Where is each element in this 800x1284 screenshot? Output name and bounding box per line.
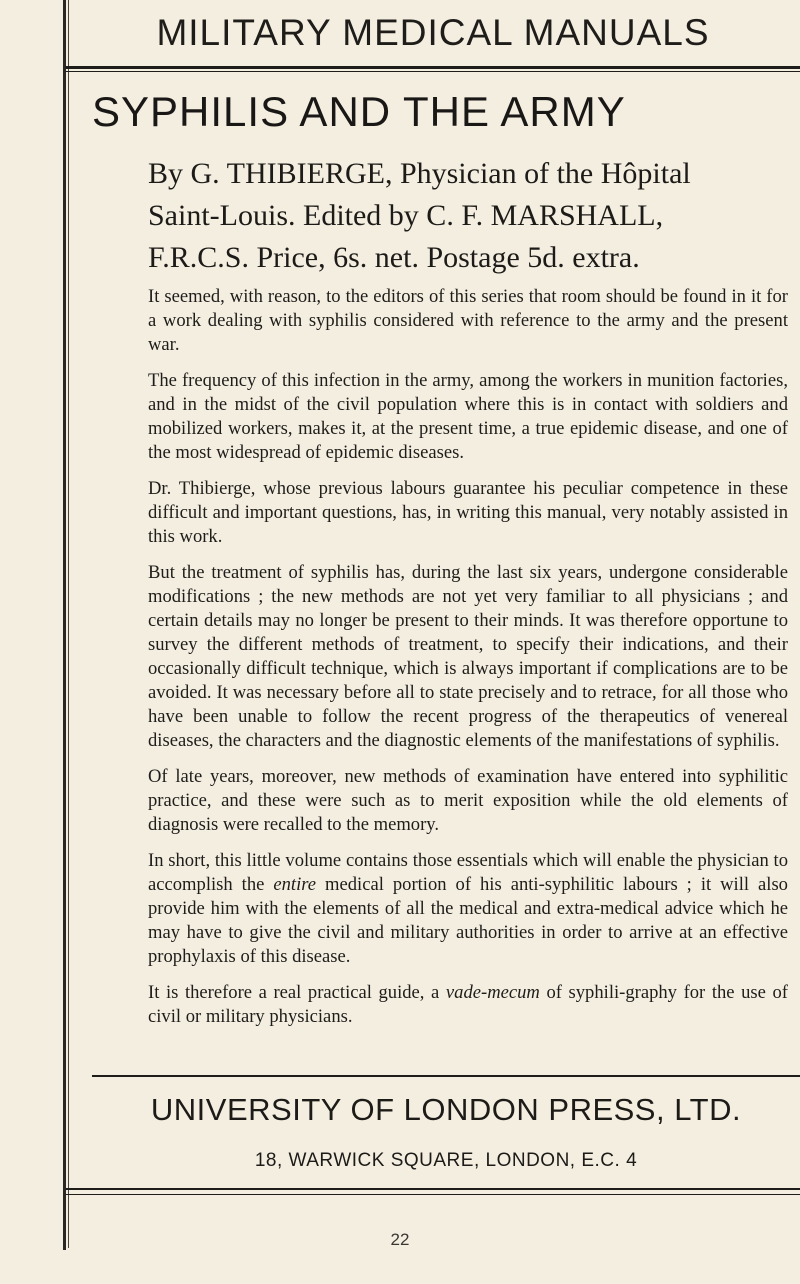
header-rule <box>66 66 800 69</box>
left-border-rule <box>63 0 66 1250</box>
left-border-rule-inner <box>68 0 69 1248</box>
paragraph-7-text-a: It is therefore a real practical guide, a <box>148 982 446 1003</box>
footer-rule-bottom <box>66 1188 800 1190</box>
paragraph-5: Of late years, moreover, new methods of examination have entered into syphilitic practice, and these were such as to merit exposition while the old elements of diagnosis were recalled to the memory. <box>148 766 788 835</box>
paragraph-6-text-b: medical portion of his anti-syphilitic labours ; it will also provide him with the elements of all the medical and extra-medical advice which he may have to give the civil and military authorities in order to arrive at an effective prophylaxis of this disease. <box>148 874 788 967</box>
paragraph-7 <box>148 981 788 1029</box>
description-body <box>148 285 788 1041</box>
paragraph-6-text-a: In short, this little volume contains those essentials which will enable the physician to accomplish the <box>148 850 788 895</box>
page-number: 22 <box>390 1230 410 1249</box>
footer-rule-bottom-thin <box>66 1194 800 1195</box>
publisher-name: UNIVERSITY OF LONDON PRESS, LTD. <box>150 1092 742 1127</box>
paragraph-2: The frequency of this infection in the army, among the workers in munition factories, and in the midst of the civil population where this is in contact with soldiers and mobilized workers, makes it, at the present time, a true epidemic disease, and one of the most widespread of epidemic diseases. <box>148 370 788 463</box>
series-title: MILITARY MEDICAL MANUALS <box>156 12 710 53</box>
header-rule-thin <box>66 71 800 72</box>
book-title: SYPHILIS AND THE ARMY <box>92 88 626 135</box>
paragraph-6-emphasis: entire <box>273 874 317 895</box>
publisher-address: 18, WARWICK SQUARE, LONDON, E.C. 4 <box>254 1150 638 1171</box>
byline-line-3: F.R.C.S. Price, 6s. net. Postage 5d. extra. <box>148 241 640 274</box>
byline-line-2: Saint-Louis. Edited by C. F. MARSHALL, <box>148 199 664 232</box>
paragraph-7-emphasis: vade-mecum <box>445 982 540 1003</box>
footer-rule-top <box>92 1075 800 1077</box>
paragraph-4: But the treatment of syphilis has, during the last six years, undergone considerable modifications ; the new methods are not yet very familiar to all physicians ; and certain details may no longer be present to their minds. It was therefore opportune to survey the different methods of treatment, to specify their indications, and their occasionally difficult technique, which is always important if complications are to be avoided. It was necessary before all to state precisely and to retrace, for all those who have been unable to follow the recent progress of the therapeutics of venereal diseases, the characters and the diagnostic elements of the manifestations of syphilis. <box>148 562 788 751</box>
byline-line-1: By G. THIBIERGE, Physician of the Hôpital <box>148 157 691 190</box>
byline <box>148 153 788 279</box>
paragraph-7-text-b: of syphili-graphy for the use of civil or military physicians. <box>148 982 789 1027</box>
paragraph-3: Dr. Thibierge, whose previous labours guarantee his peculiar competence in these difficult and important questions, has, in writing this manual, very notably assisted in this work. <box>148 478 788 547</box>
paragraph-6 <box>148 849 788 969</box>
paragraph-1: It seemed, with reason, to the editors of this series that room should be found in it for a work dealing with syphilis considered with reference to the army and the present war. <box>148 286 788 355</box>
